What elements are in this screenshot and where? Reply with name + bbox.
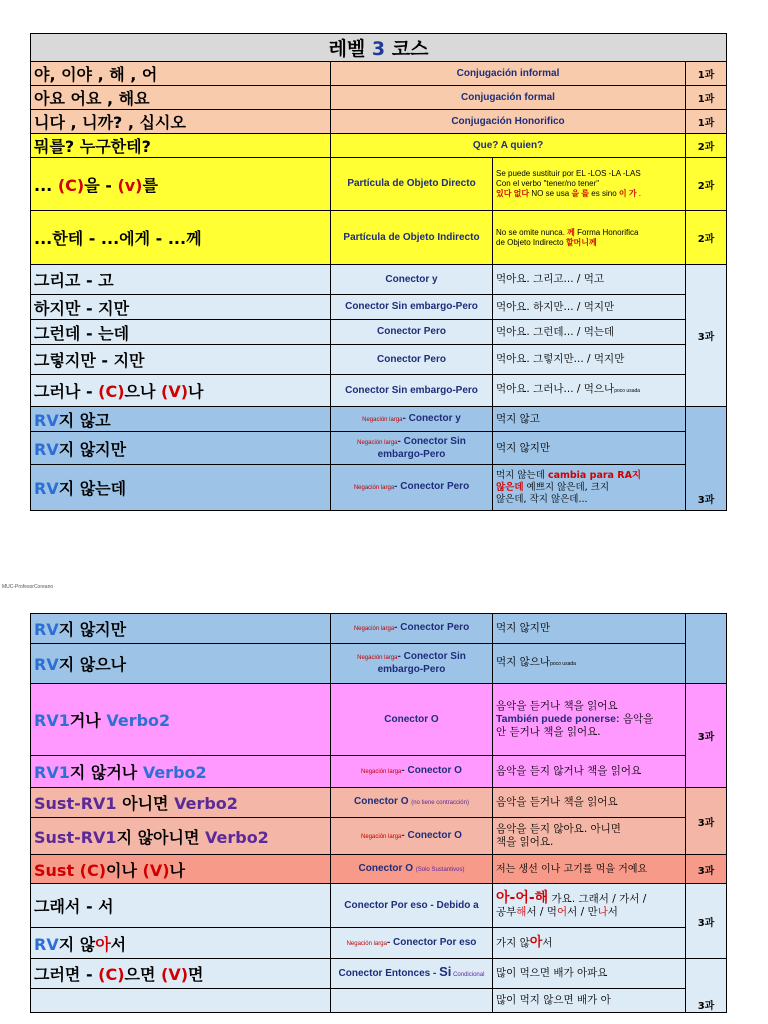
spanish-meaning: Partícula de Objeto Directo bbox=[331, 158, 493, 211]
korean-form: 뭐를? 누구한테? bbox=[31, 134, 331, 158]
usage-note: 먹지 않는데 cambia para RA지 않은데 예쁘지 않은데, 크지 않은데, 작지 않은데... bbox=[493, 465, 686, 511]
korean-form: 그렇지만 - 지만 bbox=[31, 345, 331, 375]
korean-form: ... (C)을 - (v)를 bbox=[31, 158, 331, 211]
usage-note: 음악을 듣거나 책을 읽어요 También puede ponerse: 음악을 안 듣거나 책을 읽어요. bbox=[493, 684, 686, 756]
spanish-meaning: Partícula de Objeto Indirecto bbox=[331, 211, 493, 265]
lesson-number: 3과 bbox=[686, 884, 727, 959]
spanish-meaning: Negación larga- Conector y bbox=[331, 407, 493, 432]
korean-form: 니다 , 니까? , 십시오 bbox=[31, 110, 331, 134]
spanish-meaning: Negación larga- Conector Pero bbox=[331, 465, 493, 511]
table-row bbox=[31, 818, 727, 855]
usage-note: 먹지 않고 bbox=[493, 407, 686, 432]
table-row bbox=[31, 756, 727, 788]
lesson-number: 2과 bbox=[686, 211, 727, 265]
watermark: MUC-ProfesorCoreano bbox=[2, 584, 54, 590]
spanish-meaning: Conector Entonces - Si Condicional bbox=[331, 959, 493, 989]
korean-form: RV1거나 Verbo2 bbox=[31, 684, 331, 756]
korean-form: 하지만 - 지만 bbox=[31, 295, 331, 320]
spanish-meaning-empty bbox=[331, 989, 493, 1013]
table-row bbox=[31, 855, 727, 884]
korean-form: 야, 이야 , 해 , 어 bbox=[31, 62, 331, 86]
course-table-continued bbox=[30, 613, 727, 1013]
korean-form: RV지 않지만 bbox=[31, 432, 331, 465]
usage-note: 먹아요. 그러나... / 먹으나poco usada bbox=[493, 375, 686, 407]
korean-form: 아요 어요 , 해요 bbox=[31, 86, 331, 110]
spanish-meaning: Conector Pero bbox=[331, 345, 493, 375]
usage-note: 음악을 듣거나 책을 읽어요 bbox=[493, 788, 686, 818]
korean-form: 그러나 - (C)으나 (V)나 bbox=[31, 375, 331, 407]
spanish-meaning: Negación larga- Conector Sin embargo-Pero bbox=[331, 432, 493, 465]
korean-form: RV지 않고 bbox=[31, 407, 331, 432]
korean-form: RV지 않으나 bbox=[31, 644, 331, 684]
spanish-meaning: Conector Sin embargo-Pero bbox=[331, 375, 493, 407]
korean-form: 그런데 - 는데 bbox=[31, 320, 331, 345]
lesson-number: 1과 bbox=[686, 62, 727, 86]
table-row bbox=[31, 884, 727, 928]
table-row bbox=[31, 959, 727, 989]
table-row bbox=[31, 928, 727, 959]
table-row bbox=[31, 110, 727, 134]
spanish-meaning: Negación larga- Conector Sin embargo-Pero bbox=[331, 644, 493, 684]
spanish-meaning: Conector O (Solo Sustantivos) bbox=[331, 855, 493, 884]
korean-form-empty bbox=[31, 989, 331, 1013]
table-row bbox=[31, 62, 727, 86]
usage-note: 먹아요. 그런데... / 먹는데 bbox=[493, 320, 686, 345]
spanish-meaning: Negación larga- Conector O bbox=[331, 818, 493, 855]
usage-note: No se omite nunca. 께 Forma Honorifica de Objeto Indirecto 할머니께 bbox=[493, 211, 686, 265]
usage-note: 먹지 않으나poco usada bbox=[493, 644, 686, 684]
usage-note: 먹지 않지만 bbox=[493, 432, 686, 465]
usage-note: 먹지 않지만 bbox=[493, 614, 686, 644]
usage-note: 많이 먹으면 배가 아파요 bbox=[493, 959, 686, 989]
korean-form: Sust-RV1지 않아니면 Verbo2 bbox=[31, 818, 331, 855]
table-row bbox=[31, 211, 727, 265]
spanish-meaning: Negación larga- Conector O bbox=[331, 756, 493, 788]
spanish-meaning: Negación larga- Conector Por eso bbox=[331, 928, 493, 959]
spanish-meaning: Que? A quien? bbox=[331, 134, 686, 158]
usage-note: 먹아요. 하지만... / 먹지만 bbox=[493, 295, 686, 320]
lesson-number: 3과 bbox=[686, 788, 727, 855]
lesson-number: 3과 bbox=[686, 684, 727, 788]
table-row bbox=[31, 432, 727, 465]
usage-note: Se puede sustituir por EL -LOS -LA -LAS Con el verbo "tener/no tener" 있다 없다 NO se usa 을 를 es sino 이 가 . bbox=[493, 158, 686, 211]
table-row bbox=[31, 614, 727, 644]
lesson-number: 3과 bbox=[686, 265, 727, 407]
usage-note: 가지 않아서 bbox=[493, 928, 686, 959]
table-row bbox=[31, 345, 727, 375]
table-row bbox=[31, 788, 727, 818]
spanish-meaning: Conector y bbox=[331, 265, 493, 295]
korean-form: Sust-RV1 아니면 Verbo2 bbox=[31, 788, 331, 818]
spanish-meaning: Conjugación informal bbox=[331, 62, 686, 86]
korean-form: Sust (C)이나 (V)나 bbox=[31, 855, 331, 884]
usage-note: 먹아요. 그렇지만... / 먹지만 bbox=[493, 345, 686, 375]
korean-form: RV지 않지만 bbox=[31, 614, 331, 644]
spanish-meaning: Conector Pero bbox=[331, 320, 493, 345]
table-row bbox=[31, 265, 727, 295]
korean-form: RV지 않아서 bbox=[31, 928, 331, 959]
lesson-number: 2과 bbox=[686, 134, 727, 158]
lesson-number-empty bbox=[686, 614, 727, 684]
spanish-meaning: Negación larga- Conector Pero bbox=[331, 614, 493, 644]
spanish-meaning: Conector O (no tiene contracción) bbox=[331, 788, 493, 818]
spanish-meaning: Conector O bbox=[331, 684, 493, 756]
table-row bbox=[31, 989, 727, 1013]
korean-form: 그래서 - 서 bbox=[31, 884, 331, 928]
lesson-number: 1과 bbox=[686, 86, 727, 110]
korean-form: 그러면 - (C)으면 (V)면 bbox=[31, 959, 331, 989]
lesson-number: 3과 bbox=[686, 407, 727, 511]
table-row bbox=[31, 644, 727, 684]
usage-note: 많이 먹지 않으면 배가 아 bbox=[493, 989, 686, 1013]
korean-form: RV지 않는데 bbox=[31, 465, 331, 511]
lesson-number: 2과 bbox=[686, 158, 727, 211]
usage-note: 아-어-해 가요. 그래서 / 가서 / 공부해서 / 먹어서 / 만나서 bbox=[493, 884, 686, 928]
lesson-number: 1과 bbox=[686, 110, 727, 134]
table-row bbox=[31, 86, 727, 110]
lesson-number: 3과 bbox=[686, 855, 727, 884]
korean-form: 그리고 - 고 bbox=[31, 265, 331, 295]
spanish-meaning: Conector Sin embargo-Pero bbox=[331, 295, 493, 320]
table-row bbox=[31, 407, 727, 432]
table-row bbox=[31, 320, 727, 345]
table-title: 레벨 3 코스 bbox=[31, 34, 727, 62]
table-row bbox=[31, 375, 727, 407]
usage-note: 음악을 듣지 않거나 책을 읽어요 bbox=[493, 756, 686, 788]
table-row bbox=[31, 465, 727, 511]
korean-form: RV1지 않거나 Verbo2 bbox=[31, 756, 331, 788]
korean-form: ...한테 - ...에게 - ...께 bbox=[31, 211, 331, 265]
usage-note: 저는 생선 이나 고기를 먹을 거예요 bbox=[493, 855, 686, 884]
spanish-meaning: Conjugación formal bbox=[331, 86, 686, 110]
spanish-meaning: Conjugación Honorifico bbox=[331, 110, 686, 134]
course-table-level-3 bbox=[30, 33, 727, 511]
usage-note: 먹아요. 그리고... / 먹고 bbox=[493, 265, 686, 295]
table-row bbox=[31, 295, 727, 320]
table-row bbox=[31, 134, 727, 158]
spanish-meaning: Conector Por eso - Debido a bbox=[331, 884, 493, 928]
usage-note: 음악을 듣지 않아요. 아니면 책을 읽어요. bbox=[493, 818, 686, 855]
lesson-number: 3과 bbox=[686, 959, 727, 1013]
table-row bbox=[31, 158, 727, 211]
table-row bbox=[31, 684, 727, 756]
